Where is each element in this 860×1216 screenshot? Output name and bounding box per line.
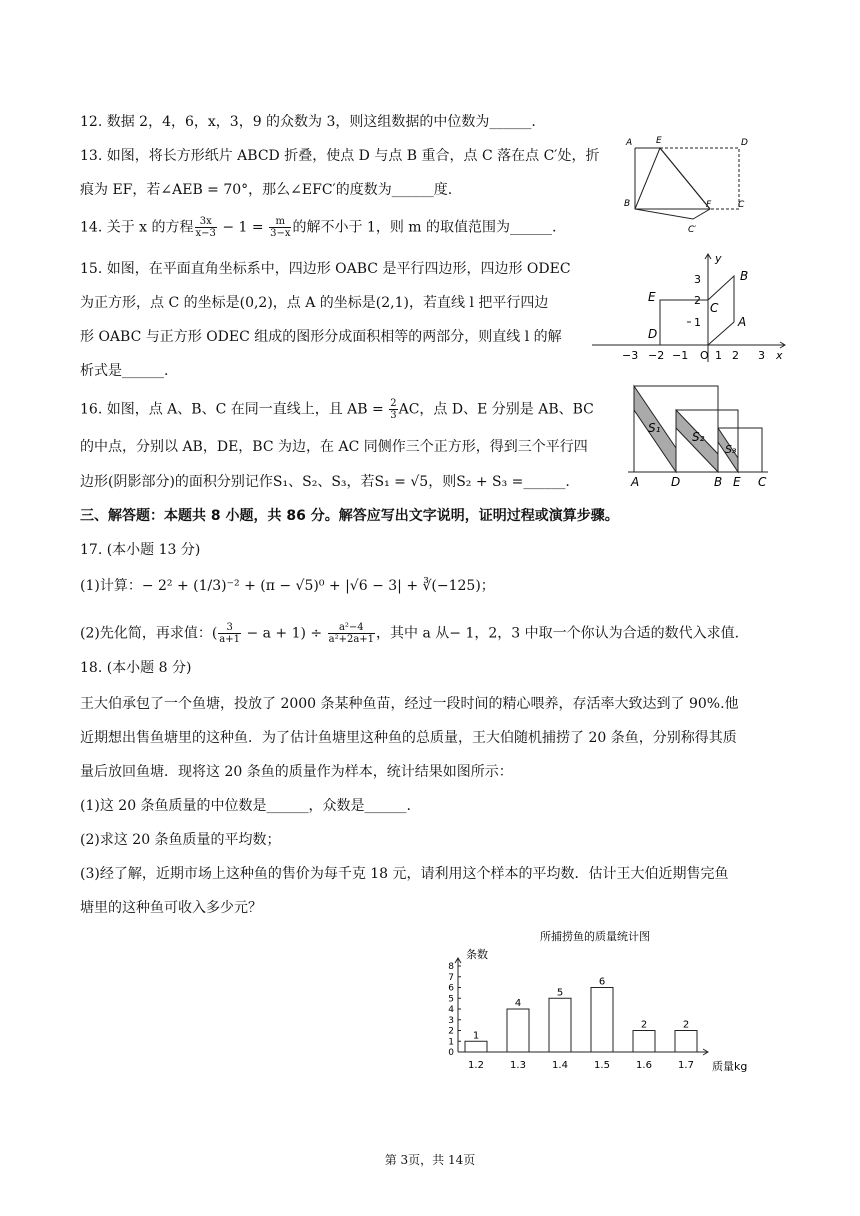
chart-ylabel: 条数 <box>466 948 488 961</box>
fig16-label-A: A <box>631 475 640 489</box>
q14-text <box>80 216 556 239</box>
fig16-label-S1: S₁ <box>648 421 661 435</box>
chart-ytick-label: 0 <box>448 1048 454 1058</box>
q14-frac2 <box>269 216 291 239</box>
fig16-squares-diagram <box>628 380 778 490</box>
fig15-tick-x1: 1 <box>715 349 722 362</box>
q17-title: 17. (本小题 13 分) <box>80 542 201 558</box>
q14-frac2-den: 3−x <box>270 228 291 239</box>
chart-ytick-label: 1 <box>448 1037 454 1048</box>
chart-ytick-label: 8 <box>448 962 454 972</box>
fig13-rect <box>635 148 739 209</box>
fig13-fold-diagram <box>620 128 760 238</box>
fig15-label-y: y <box>715 252 722 265</box>
chart-category-label: 1.6 <box>636 1060 652 1071</box>
q15-line2: 为正方形，点 C 的坐标是(0,2)，点 A 的坐标是(2,1)，若直线 l 把平行四边 <box>80 295 549 311</box>
q18-sub2: (2)求这 20 条鱼质量的平均数； <box>80 832 281 848</box>
fig13-label-D: D <box>741 138 748 148</box>
chart-ytick-label: 3 <box>448 1015 454 1026</box>
chart-bar <box>591 988 613 1053</box>
q16-line1-post: AC，点 D、E 分别是 AB、BC <box>398 401 594 418</box>
fig16-label-S2: S₂ <box>692 430 705 444</box>
fig13-label-F: F <box>706 200 712 210</box>
chart-data-label: 2 <box>640 1019 648 1031</box>
fig15-tick-x2: 2 <box>732 349 739 362</box>
chart-category-label: 1.7 <box>678 1060 694 1071</box>
q17-p2-frac1-num: 3 <box>218 622 241 634</box>
fig15-tick-y2: 2 <box>694 294 701 307</box>
fig15-label-O: O <box>700 349 709 362</box>
chart-bar <box>465 1041 487 1052</box>
q16-line2: 的中点，分别以 AB，DE，BC 为边，在 AC 同侧作三个正方形，得到三个平行四 <box>80 439 588 455</box>
chart-bar <box>507 1009 529 1052</box>
fig15-label-B: B <box>740 269 749 283</box>
q17-p2-frac1 <box>218 622 241 645</box>
q18-line3: 量后放回鱼塘．现将这 20 条鱼的质量作为样本，统计结果如图所示： <box>80 764 513 780</box>
fig15-tick-xm2: −2 <box>648 349 665 362</box>
fig15-tick-x3: 3 <box>758 349 765 362</box>
q16-line1 <box>80 398 594 421</box>
fig15-label-D: D <box>648 327 658 341</box>
q17-part2 <box>80 622 739 645</box>
chart-data-label: 2 <box>682 1019 690 1031</box>
fig13-label-A: A <box>626 138 633 148</box>
fig16-label-E: E <box>733 475 741 489</box>
fig15-label-E: E <box>648 290 656 304</box>
chart-data-label: 6 <box>598 976 606 988</box>
fig13-folded-part <box>635 148 710 219</box>
section3-heading: 三、解答题：本题共 8 小题，共 86 分。解答应写出文字说明，证明过程或演算步骤。 <box>80 508 619 524</box>
q18-title: 18. (本小题 8 分) <box>80 660 192 676</box>
q16-frac <box>389 398 397 421</box>
q18-sub3a: (3)经了解，近期市场上这种鱼的售价为每千克 18 元，请利用这个样本的平均数．估计王大伯近期售完鱼 <box>80 866 729 882</box>
q14-pre: 14. 关于 x 的方程 <box>80 219 194 236</box>
q17-p2-frac2 <box>328 622 375 645</box>
fig15-tick-xm1: −1 <box>672 349 689 362</box>
chart-ytick-label: 6 <box>448 983 454 994</box>
q12-text: 12. 数据 2，4，6，x，3，9 的众数为 3，则这组数据的中位数为______. <box>80 114 536 130</box>
q17-p2-post: ，其中 a 从− 1，2，3 中取一个你认为合适的数代入求值. <box>376 625 740 642</box>
q17-p2-frac2-den: a²+2a+1 <box>328 634 375 645</box>
q15-line4: 析式是______. <box>80 363 169 379</box>
q17-part1: (1)计算：− 2² + (1/3)⁻² + (π − √5)⁰ + |√6 − 3| + ∛(−125)； <box>80 578 495 594</box>
fig15-coordinate-diagram <box>590 246 790 366</box>
q18-line2: 近期想出售鱼塘里的这种鱼．为了估计鱼塘里这种鱼的总质量，王大伯随机捕捞了 20 条鱼，分别称得其质 <box>80 730 737 746</box>
chart-ytick-label: 7 <box>448 972 454 983</box>
q14-mid: − 1 = <box>217 219 269 236</box>
fig13-label-Cprime: C′ <box>688 225 697 235</box>
fig16-label-D: D <box>671 475 681 489</box>
chart-ytick-label: 4 <box>448 1005 454 1015</box>
q17-p2-frac2-num: a²−4 <box>328 622 375 634</box>
fish-weight-bar-chart <box>430 922 770 1082</box>
fig16-label-C: C <box>758 475 767 489</box>
fig13-label-E: E <box>656 136 662 146</box>
chart-title: 所捕捞鱼的质量统计图 <box>540 930 650 943</box>
q17-p2-pre: (2)先化简，再求值：( <box>80 625 218 642</box>
chart-xlabel: 质量kg <box>712 1060 748 1073</box>
q14-frac2-num: m <box>269 216 291 228</box>
q15-line3: 形 OABC 与正方形 ODEC 组成的图形分成面积相等的两部分，则直线 l 的解 <box>80 329 562 345</box>
chart-bar <box>633 1031 655 1053</box>
chart-ytick-label: 5 <box>448 994 454 1005</box>
fig15-label-C: C <box>710 301 719 315</box>
q15-line1: 15. 如图，在平面直角坐标系中，四边形 OABC 是平行四边形，四边形 ODEC <box>80 261 571 277</box>
fig13-label-C: C <box>738 200 745 210</box>
page-footer: 第 3页，共 14页 <box>384 1153 476 1167</box>
q13-line2: 痕为 EF，若∠AEB = 70°，那么∠EFC′的度数为______度. <box>80 182 453 198</box>
q14-frac1 <box>195 216 217 239</box>
q14-frac1-num: 3x <box>195 216 217 228</box>
q16-line1-pre: 16. 如图，点 A、B、C 在同一直线上，且 AB = <box>80 401 389 418</box>
q16-line3: 边形(阴影部分)的面积分别记作S₁、S₂、S₃，若S₁ = √5，则S₂ + S₃ =______. <box>80 474 570 490</box>
fig15-label-x: x <box>776 349 783 362</box>
fig15-tick-y3: 3 <box>694 273 701 286</box>
q16-frac-den: 3 <box>390 410 397 421</box>
chart-bar <box>675 1031 697 1053</box>
q14-post: 的解不小于 1，则 m 的取值范围为______. <box>292 219 557 236</box>
q18-sub1: (1)这 20 条鱼质量的中位数是______，众数是______. <box>80 798 411 814</box>
chart-category-label: 1.5 <box>594 1060 610 1071</box>
chart-data-label: 1 <box>472 1030 480 1042</box>
chart-ytick-label: 2 <box>448 1026 454 1037</box>
fig15-tick-y1: 1 <box>694 316 701 329</box>
q18-sub3b: 塘里的这种鱼可收入多少元？ <box>80 900 262 916</box>
q17-p2-mid: − a + 1) ÷ <box>242 625 327 642</box>
fig15-label-A: A <box>738 315 747 329</box>
q14-frac1-den: x−3 <box>195 228 216 239</box>
fig13-label-B: B <box>624 199 631 209</box>
chart-category-label: 1.4 <box>552 1060 568 1071</box>
chart-bar <box>549 998 571 1052</box>
chart-category-label: 1.3 <box>510 1060 526 1071</box>
q18-line1: 王大伯承包了一个鱼塘，投放了 2000 条某种鱼苗，经过一段时间的精心喂养，存活率大致达到了 90%.他 <box>80 696 739 712</box>
q16-frac-num: 2 <box>390 398 397 409</box>
fig16-label-S3: S₃ <box>725 443 737 456</box>
q13-line1: 13. 如图，将长方形纸片 ABCD 折叠，使点 D 与点 B 重合，点 C 落在点 C′处，折 <box>80 148 600 164</box>
q17-p2-frac1-den: a+1 <box>219 634 240 645</box>
chart-data-label: 5 <box>556 987 564 999</box>
fig16-label-B: B <box>714 475 723 489</box>
fig15-tick-xm3: −3 <box>622 349 639 362</box>
chart-category-label: 1.2 <box>468 1060 484 1071</box>
chart-data-label: 4 <box>514 998 522 1009</box>
